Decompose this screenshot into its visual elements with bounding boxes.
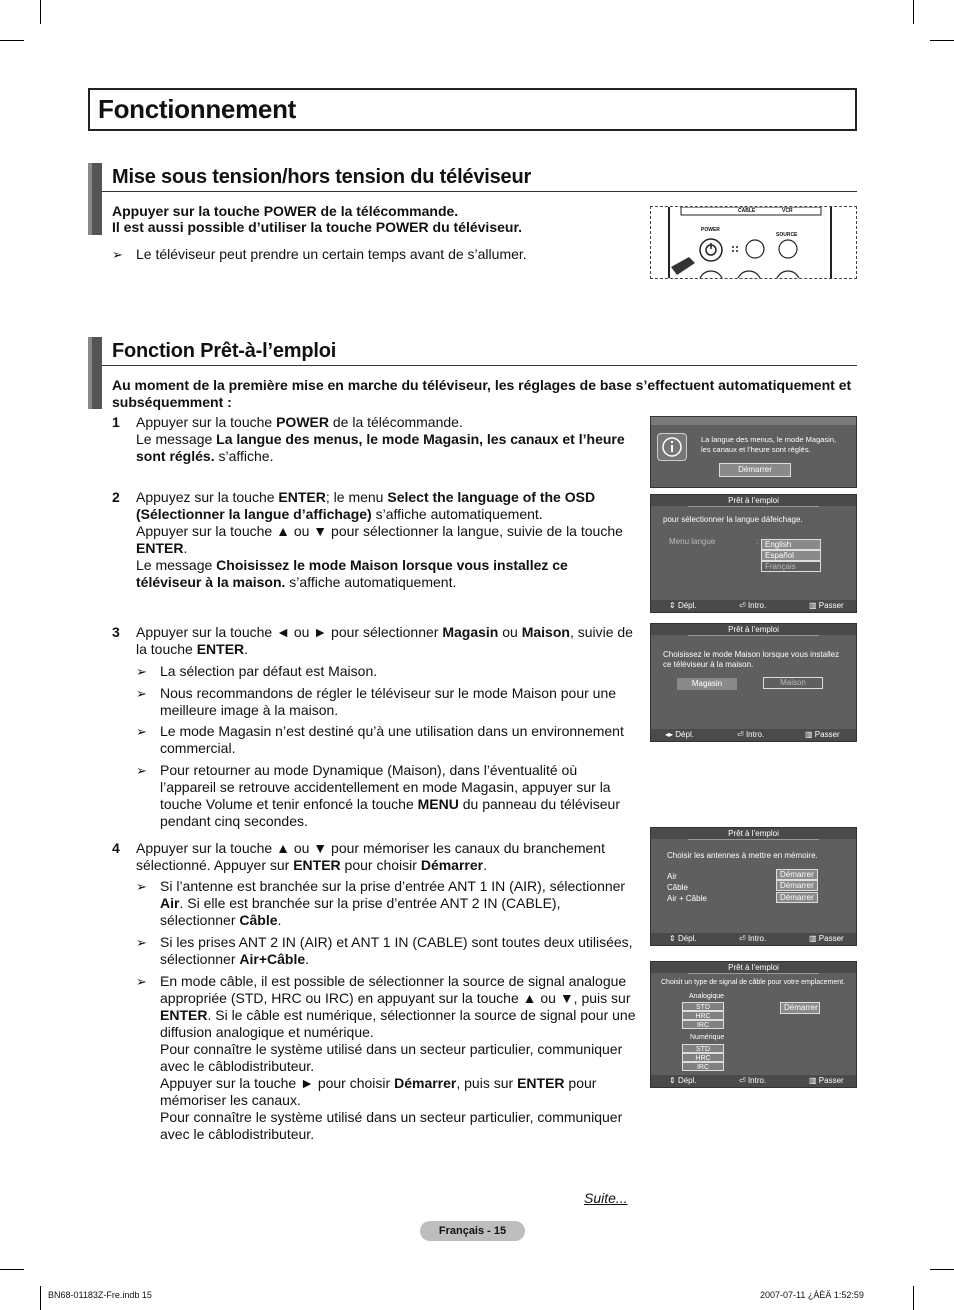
step3-note2a: Nous recommandons de régler le téléviseur sur le mode Maison pour une bbox=[160, 685, 617, 701]
osd4-desc: Choisir les antennes à mettre en mémoire. bbox=[667, 851, 818, 860]
step3-note4c: touche Volume et tenir enfoncé la touche MENU du panneau du téléviseur bbox=[160, 796, 620, 812]
osd2-option-english[interactable]: English bbox=[761, 539, 821, 550]
note-arrow-icon: ➢ bbox=[136, 935, 147, 950]
updown-icon: ⇕ bbox=[669, 1076, 678, 1085]
step1-line3: sont réglés. s’affiche. bbox=[136, 448, 274, 464]
menu-icon: ▥ bbox=[805, 730, 815, 739]
note-arrow-icon: ➢ bbox=[136, 763, 147, 778]
step4-note3b: appropriée (STD, HRC ou IRC) en appuyant sur la touche ▲ ou ▼, puis sur bbox=[160, 990, 631, 1006]
crop-mark bbox=[913, 1286, 914, 1310]
step1-line2: Le message La langue des menus, le mode Magasin, les canaux et l’heure bbox=[136, 431, 625, 447]
note-arrow-icon: ➢ bbox=[136, 686, 147, 701]
osd-footer bbox=[651, 1075, 856, 1087]
step2-line6: téléviseur à la maison. s’affiche automatiquement. bbox=[136, 574, 457, 590]
osd2-desc: pour sélectionner la langue dáfeichage. bbox=[663, 515, 803, 524]
step-number: 2 bbox=[112, 489, 120, 505]
step-number: 4 bbox=[112, 840, 120, 856]
osd-header: Prêt à l’emploi bbox=[651, 624, 856, 635]
osd-skip-hint: ▥ Passer bbox=[805, 730, 840, 739]
note-arrow-icon: ➢ bbox=[136, 724, 147, 739]
step2-line2: (Sélectionner la langue d’affichage) s’affiche automatiquement. bbox=[136, 506, 543, 522]
crop-mark bbox=[0, 1269, 24, 1270]
step4-note3c: ENTER. Si le câble est numérique, sélectionner la source de signal pour une bbox=[160, 1007, 636, 1023]
power-line-1: Appuyer sur la touche POWER de la télécommande. bbox=[112, 203, 459, 219]
osd1-start-button[interactable]: Démarrer bbox=[719, 463, 791, 477]
step2-line4: ENTER. bbox=[136, 540, 188, 556]
section-title-power: Mise sous tension/hors tension du téléviseur bbox=[112, 166, 532, 188]
osd3-desc-1: Choisissez le mode Maison lorsque vous installez bbox=[663, 650, 840, 659]
print-slug-left: BN68-01183Z-Fre.indb 15 bbox=[48, 1290, 152, 1300]
enter-icon: ⏎ bbox=[739, 601, 748, 610]
osd-skip-hint: ▥ Passer bbox=[809, 934, 844, 943]
step4-note3d: diffusion analogique et numérique. bbox=[160, 1024, 374, 1040]
step4-note1b: Air. Si elle est branchée sur la prise d’entrée ANT 2 IN (CABLE), bbox=[160, 895, 561, 911]
osd-top-strip bbox=[651, 417, 856, 425]
osd-enter-hint: ⏎ Intro. bbox=[737, 730, 765, 739]
crop-mark bbox=[40, 0, 41, 24]
section-bar bbox=[88, 163, 102, 235]
osd2-label: Menu langue bbox=[669, 537, 716, 546]
osd-screen-cable-type bbox=[650, 961, 857, 1088]
step4-note2a: Si les prises ANT 2 IN (AIR) et ANT 1 IN (CABLE) sont toutes deux utilisées, bbox=[160, 934, 633, 950]
section-bar bbox=[88, 337, 102, 409]
step1-line1: Appuyer sur la touche POWER de la télécommande. bbox=[136, 414, 463, 430]
osd3-option-home[interactable]: Maison bbox=[763, 677, 823, 689]
osd5-digital-label: Numérique bbox=[690, 1034, 725, 1041]
step-number: 3 bbox=[112, 624, 120, 640]
osd3-option-store[interactable]: Magasin bbox=[677, 678, 737, 690]
osd4-row-air: Air bbox=[667, 872, 677, 881]
osd4-start-cable[interactable]: Démarrer bbox=[776, 880, 818, 891]
osd-enter-hint: ⏎ Intro. bbox=[739, 601, 767, 610]
step3-note4a: Pour retourner au mode Dynamique (Maison), dans l’éventualité où bbox=[160, 762, 578, 778]
step4-line1: Appuyer sur la touche ▲ ou ▼ pour mémoriser les canaux du branchement bbox=[136, 840, 605, 856]
leftright-icon: ◂▸ bbox=[665, 730, 676, 739]
osd5-start-button[interactable]: Démarrer bbox=[780, 1002, 820, 1014]
osd5-desc: Choisit un type de signal de câble pour votre emplacement. bbox=[661, 979, 846, 986]
crop-mark bbox=[913, 0, 914, 24]
osd2-option-francais[interactable]: Français bbox=[761, 561, 821, 572]
plug-play-intro: Au moment de la première mise en marche du téléviseur, les réglages de base s’effectuent automatiquement et subséquemment : bbox=[112, 377, 852, 410]
osd5-analog-hrc[interactable]: HRC bbox=[682, 1011, 724, 1020]
osd5-digital-std[interactable]: STD bbox=[682, 1044, 724, 1053]
step3-note4d: pendant cinq secondes. bbox=[160, 813, 308, 829]
step3-note3a: Le mode Magasin n’est destiné qu’à une utilisation dans un environnement bbox=[160, 723, 624, 739]
power-line-2: Il est aussi possible d’utiliser la touche POWER du téléviseur. bbox=[112, 219, 523, 235]
enter-icon: ⏎ bbox=[739, 1076, 748, 1085]
osd-screen-message bbox=[650, 416, 857, 488]
osd-footer bbox=[651, 933, 856, 945]
osd4-start-air[interactable]: Démarrer bbox=[776, 869, 818, 880]
osd-footer bbox=[651, 729, 856, 741]
osd-enter-hint: ⏎ Intro. bbox=[739, 934, 767, 943]
step3-note1: La sélection par défaut est Maison. bbox=[160, 663, 378, 679]
crop-mark bbox=[0, 40, 24, 41]
step4-note3j: avec le câblodistributeur. bbox=[160, 1126, 315, 1142]
crop-mark bbox=[930, 1269, 954, 1270]
step4-note3a: En mode câble, il est possible de sélectionner la source de signal analogue bbox=[160, 973, 627, 989]
step2-line1: Appuyez sur la touche ENTER; le menu Select the language of the OSD bbox=[136, 489, 596, 505]
step3-note4b: l’appareil se retrouve accidentellement en mode Magasin, appuyer sur la bbox=[160, 779, 611, 795]
note-arrow-icon: ➢ bbox=[136, 879, 147, 894]
menu-icon: ▥ bbox=[809, 1076, 819, 1085]
updown-icon: ⇕ bbox=[669, 601, 678, 610]
osd-screen-language bbox=[650, 494, 857, 613]
osd5-analog-label: Analogique bbox=[689, 993, 725, 1000]
remote-source-label: SOURCE bbox=[776, 232, 798, 238]
osd-move-hint: ⇕ Dépl. bbox=[669, 601, 697, 610]
step4-note1c: sélectionner Câble. bbox=[160, 912, 282, 928]
remote-vcr-label: VCR bbox=[782, 208, 793, 214]
section-title-plug-play: Fonction Prêt-à-l’emploi bbox=[112, 340, 337, 362]
note-arrow-icon: ➢ bbox=[112, 247, 123, 262]
osd4-row-cable: Câble bbox=[667, 883, 688, 892]
osd5-digital-hrc[interactable]: HRC bbox=[682, 1053, 724, 1062]
step4-note3e: Pour connaître le système utilisé dans un secteur particulier, communiquer bbox=[160, 1041, 623, 1057]
osd4-start-air-cable[interactable]: Démarrer bbox=[776, 892, 818, 903]
step4-note3g: Appuyer sur la touche ► pour choisir Démarrer, puis sur ENTER pour bbox=[160, 1075, 597, 1091]
step4-line2: sélectionné. Appuyer sur ENTER pour choisir Démarrer. bbox=[136, 857, 487, 873]
osd-header: Prêt à l’emploi bbox=[651, 962, 856, 973]
crop-mark bbox=[930, 40, 954, 41]
osd-skip-hint: ▥ Passer bbox=[809, 601, 844, 610]
page-title: Fonctionnement bbox=[98, 94, 297, 124]
osd-move-hint: ⇕ Dépl. bbox=[669, 934, 697, 943]
osd-move-hint: ⇕ Dépl. bbox=[669, 1076, 697, 1085]
remote-power-label: POWER bbox=[701, 227, 720, 233]
step2-line3: Appuyer sur la touche ▲ ou ▼ pour sélectionner la langue, suivie de la touche bbox=[136, 523, 623, 539]
osd-screen-antenna bbox=[650, 827, 857, 946]
page-number-badge: Français - 15 bbox=[420, 1221, 525, 1241]
suite-link: Suite... bbox=[584, 1190, 628, 1206]
enter-icon: ⏎ bbox=[739, 934, 748, 943]
step3-line2: la touche ENTER. bbox=[136, 641, 249, 657]
osd-footer bbox=[651, 600, 856, 612]
osd-header: Prêt à l’emploi bbox=[651, 495, 856, 506]
step3-note2b: meilleure image à la maison. bbox=[160, 702, 339, 718]
updown-icon: ⇕ bbox=[669, 934, 678, 943]
info-icon bbox=[657, 433, 687, 461]
osd2-colon: : bbox=[756, 537, 759, 546]
osd-move-hint: ◂▸ Dépl. bbox=[665, 730, 694, 739]
remote-cable-label: CABLE bbox=[738, 208, 756, 214]
note-arrow-icon: ➢ bbox=[136, 664, 147, 679]
osd-enter-hint: ⏎ Intro. bbox=[739, 1076, 767, 1085]
note-arrow-icon: ➢ bbox=[136, 974, 147, 989]
osd-skip-hint: ▥ Passer bbox=[809, 1076, 844, 1085]
crop-mark bbox=[40, 1286, 41, 1310]
osd5-analog-std[interactable]: STD bbox=[682, 1002, 724, 1011]
step-number: 1 bbox=[112, 414, 120, 430]
osd4-row-air-cable: Air + Câble bbox=[667, 894, 707, 903]
osd-screen-mode bbox=[650, 623, 857, 742]
menu-icon: ▥ bbox=[809, 601, 819, 610]
step2-line5: Le message Choisissez le mode Maison lorsque vous installez ce bbox=[136, 557, 568, 573]
step4-note3h: mémoriser les canaux. bbox=[160, 1092, 301, 1108]
step4-note2b: sélectionner Air+Câble. bbox=[160, 951, 310, 967]
step3-note3b: commercial. bbox=[160, 740, 236, 756]
step4-note3f: avec le câblodistributeur. bbox=[160, 1058, 315, 1074]
enter-icon: ⏎ bbox=[737, 730, 746, 739]
osd5-analog-irc[interactable]: IRC bbox=[682, 1020, 724, 1029]
osd3-desc-2: ce téléviseur à la maison. bbox=[663, 660, 754, 669]
osd2-option-espanol[interactable]: Español bbox=[761, 550, 821, 561]
step3-line1: Appuyer sur la touche ◄ ou ► pour sélectionner Magasin ou Maison, suivie de bbox=[136, 624, 633, 640]
step4-note3i: Pour connaître le système utilisé dans un secteur particulier, communiquer bbox=[160, 1109, 623, 1125]
power-note: Le téléviseur peut prendre un certain temps avant de s’allumer. bbox=[136, 246, 527, 262]
osd5-digital-irc[interactable]: IRC bbox=[682, 1062, 724, 1071]
menu-icon: ▥ bbox=[809, 934, 819, 943]
osd1-message-1: La langue des menus, le mode Magasin, bbox=[701, 435, 837, 444]
remote-illustration bbox=[650, 206, 857, 279]
osd-header: Prêt à l’emploi bbox=[651, 828, 856, 839]
print-slug-right: 2007-07-11 ¿ÀÈÄ 1:52:59 bbox=[760, 1290, 864, 1300]
section-rule bbox=[102, 365, 857, 366]
section-rule bbox=[102, 191, 857, 192]
remote-drawing bbox=[651, 207, 857, 279]
osd1-message-2: les canaux et l’heure sont réglés. bbox=[701, 445, 811, 454]
step4-note1a: Si l’antenne est branchée sur la prise d’entrée ANT 1 IN (AIR), sélectionner bbox=[160, 878, 626, 894]
